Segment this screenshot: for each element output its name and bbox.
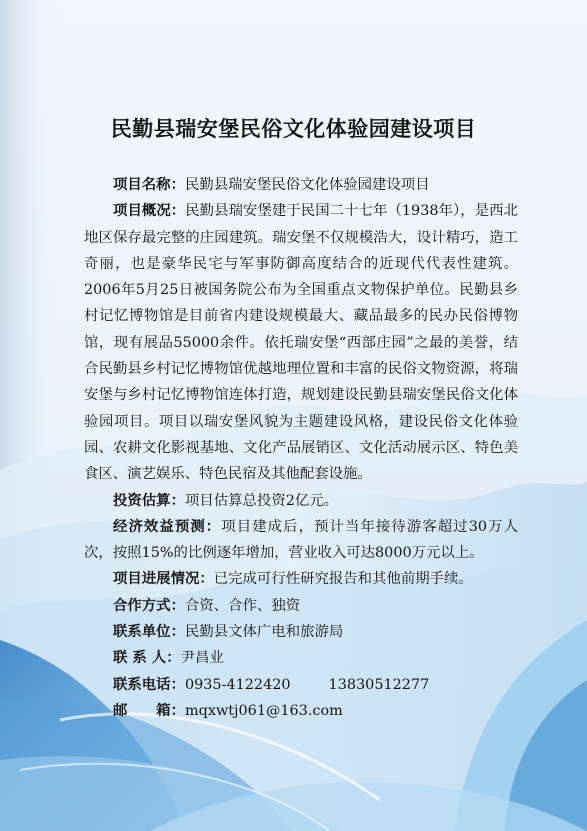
progress-row <box>84 566 518 592</box>
cooperation-label: 合作方式： <box>113 596 185 614</box>
benefit-label: 经济效益预测： <box>113 517 222 535</box>
phone-label: 联系电话： <box>113 675 185 693</box>
phone-row <box>84 672 518 698</box>
unit-row <box>84 619 518 645</box>
contact-value: 尹昌业 <box>180 650 224 667</box>
email-label: 邮 箱： <box>113 701 185 719</box>
benefit-paragraph <box>84 514 518 567</box>
overview-label: 项目概况： <box>113 202 186 220</box>
project-name-row <box>84 172 518 198</box>
cooperation-row <box>84 593 518 619</box>
benefit-value: 项目建成后，预计当年接待游客超过30万人次，按照15%的比例逐年增加，营业收入可达8000万元以上。 <box>84 518 518 562</box>
phone-value-landline[interactable]: 0935-4122420 <box>184 676 291 693</box>
project-name-label: 项目名称： <box>113 176 185 193</box>
project-name-value: 民勤县瑞安堡民俗文化体验园建设项目 <box>184 177 430 193</box>
overview-paragraph <box>84 198 518 487</box>
cooperation-value: 合资、合作、独资 <box>184 597 301 614</box>
email-value[interactable]: mqxwtj061@163.com <box>184 702 343 719</box>
email-row <box>84 698 518 724</box>
progress-value: 已完成可行性研究报告和其他前期手续。 <box>213 571 473 588</box>
unit-value: 民勤县文体广电和旅游局 <box>184 624 344 641</box>
page-title: 民勤县瑞安堡民俗文化体验园建设项目 <box>110 116 477 141</box>
project-details <box>84 172 518 724</box>
investment-value: 项目估算总投资2亿元。 <box>184 492 339 509</box>
investment-label: 投资估算： <box>113 491 185 509</box>
investment-row <box>84 488 518 514</box>
contact-row <box>84 645 518 671</box>
phone-value-mobile[interactable]: 13830512277 <box>328 676 430 693</box>
contact-label: 联 系 人： <box>113 649 181 667</box>
unit-label: 联系单位： <box>113 623 185 641</box>
overview-value: 民勤县瑞安堡建于民国二十七年（1938年），是西北地区保存最完整的庄园建筑。瑞安堡不仅规模浩大，设计精巧，造工奇丽，也是豪华民宅与军事防御高度结合的近现代代表性建筑。2006年5月25日被国务院公布为全国重点文物保护单位。民勤县乡村记忆博物馆是目前省内建设规模最大、藏品最多的民办民俗博物馆，现有展品55000余件。依托瑞安堡“西部庄园”之最的美誉，结合民勤县乡村记忆博物馆优越地理位置和丰富的民俗文物资源，将瑞安堡与乡村记忆博物馆连体打造，规划建设民勤县瑞安堡民俗文化体验园项目。项目以瑞安堡风貌为主题建设风格，建设民俗文化体验园、农耕文化影视基地、文化产品展销区、文化活动展示区、特色美食区、演艺娱乐、特色民宿及其他配套设施。 <box>84 203 518 483</box>
progress-label: 项目进展情况： <box>113 570 214 588</box>
